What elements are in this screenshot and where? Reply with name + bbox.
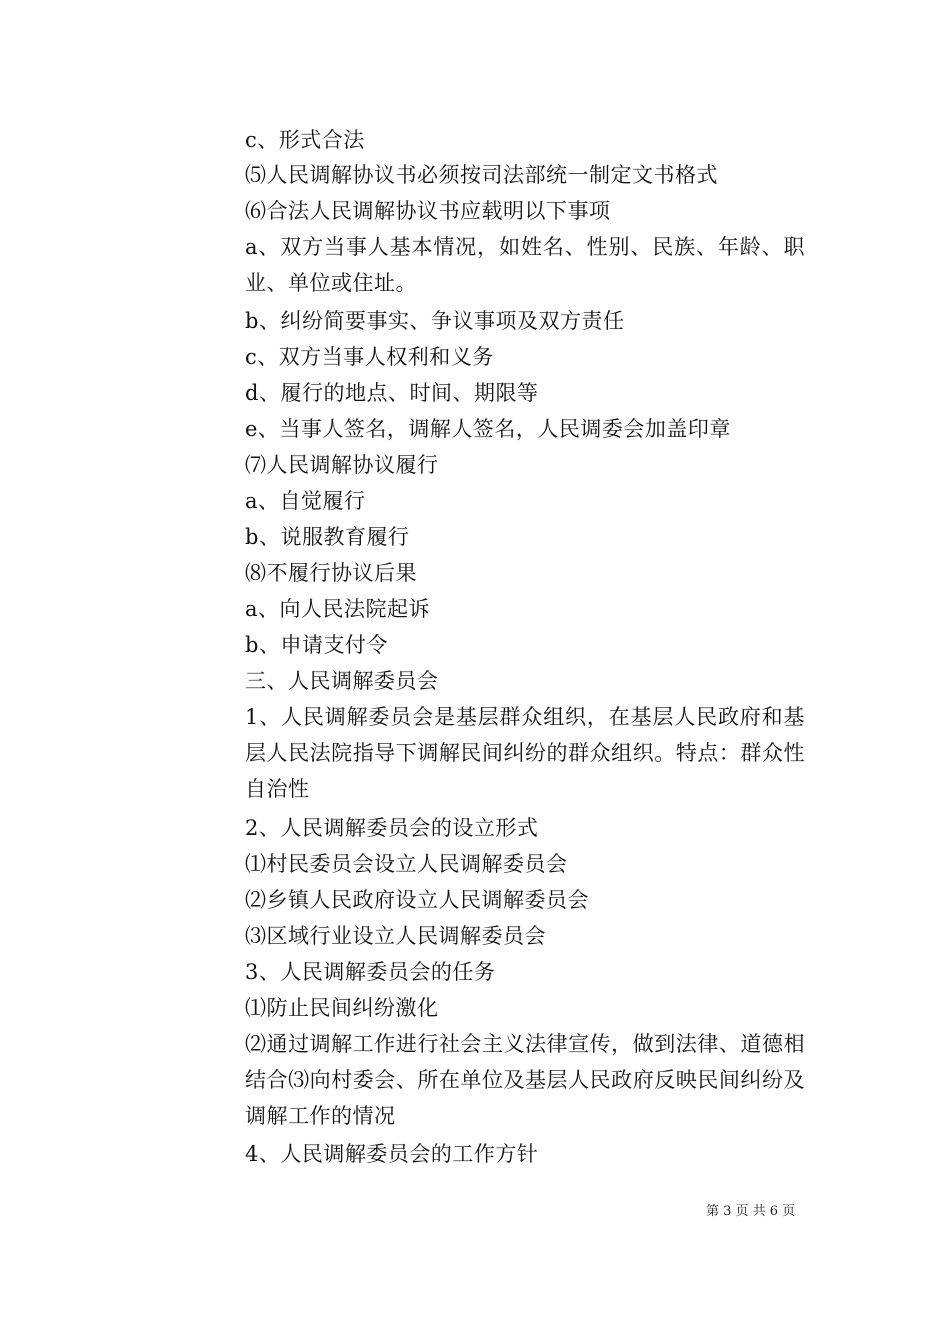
paragraph-party-info xyxy=(145,229,805,301)
page-number-footer: 第 3 页 共 6 页 xyxy=(706,1204,796,1219)
text-line: 3、人民调解委员会的任务 xyxy=(245,960,496,984)
paragraph-text: ⑵通过调解工作进行社会主义法律宣传，做到法律、道德相结合⑶向村委会、所在单位及基层人民政府反映民间纠纷及调解工作的情况 xyxy=(245,1032,805,1128)
paragraph-committee-tasks xyxy=(145,1026,805,1134)
paragraph-text: 1、人民调解委员会是基层群众组织，在基层人民政府和基层人民法院指导下调解民间纠纷的群众组织。特点：群众性自治性 xyxy=(245,705,805,801)
text-line: ⑵乡镇人民政府设立人民调解委员会 xyxy=(245,888,589,912)
paragraph-text: a、双方当事人基本情况，如姓名、性别、民族、年龄、职业、单位或住址。 xyxy=(245,235,805,295)
text-line: d、履行的地点、时间、期限等 xyxy=(245,381,539,405)
text-line: c、形式合法 xyxy=(245,128,365,152)
text-line: ⑺人民调解协议履行 xyxy=(245,453,439,477)
text-line: ⑶区域行业设立人民调解委员会 xyxy=(245,924,546,948)
text-line: b、说服教育履行 xyxy=(245,525,410,549)
text-line: ⑴防止民间纠纷激化 xyxy=(245,996,439,1020)
text-line: 2、人民调解委员会的设立形式 xyxy=(245,816,539,840)
text-line: b、申请支付令 xyxy=(245,633,388,657)
text-line: ⑻不履行协议后果 xyxy=(245,561,417,585)
text-line: a、自觉履行 xyxy=(245,489,366,513)
text-line: ⑴村民委员会设立人民调解委员会 xyxy=(245,852,568,876)
section-heading: 三、人民调解委员会 xyxy=(245,669,439,693)
text-line: 4、人民调解委员会的工作方针 xyxy=(245,1142,539,1166)
text-line: ⑹合法人民调解协议书应载明以下事项 xyxy=(245,199,611,223)
text-line: e、当事人签名，调解人签名，人民调委会加盖印章 xyxy=(245,417,731,441)
text-line: ⑸人民调解协议书必须按司法部统一制定文书格式 xyxy=(245,163,718,187)
text-line: a、向人民法院起诉 xyxy=(245,597,431,621)
text-line: b、纠纷简要事实、争议事项及双方责任 xyxy=(245,309,625,333)
paragraph-committee-definition xyxy=(145,699,805,807)
text-line: c、双方当事人权利和义务 xyxy=(245,345,494,369)
